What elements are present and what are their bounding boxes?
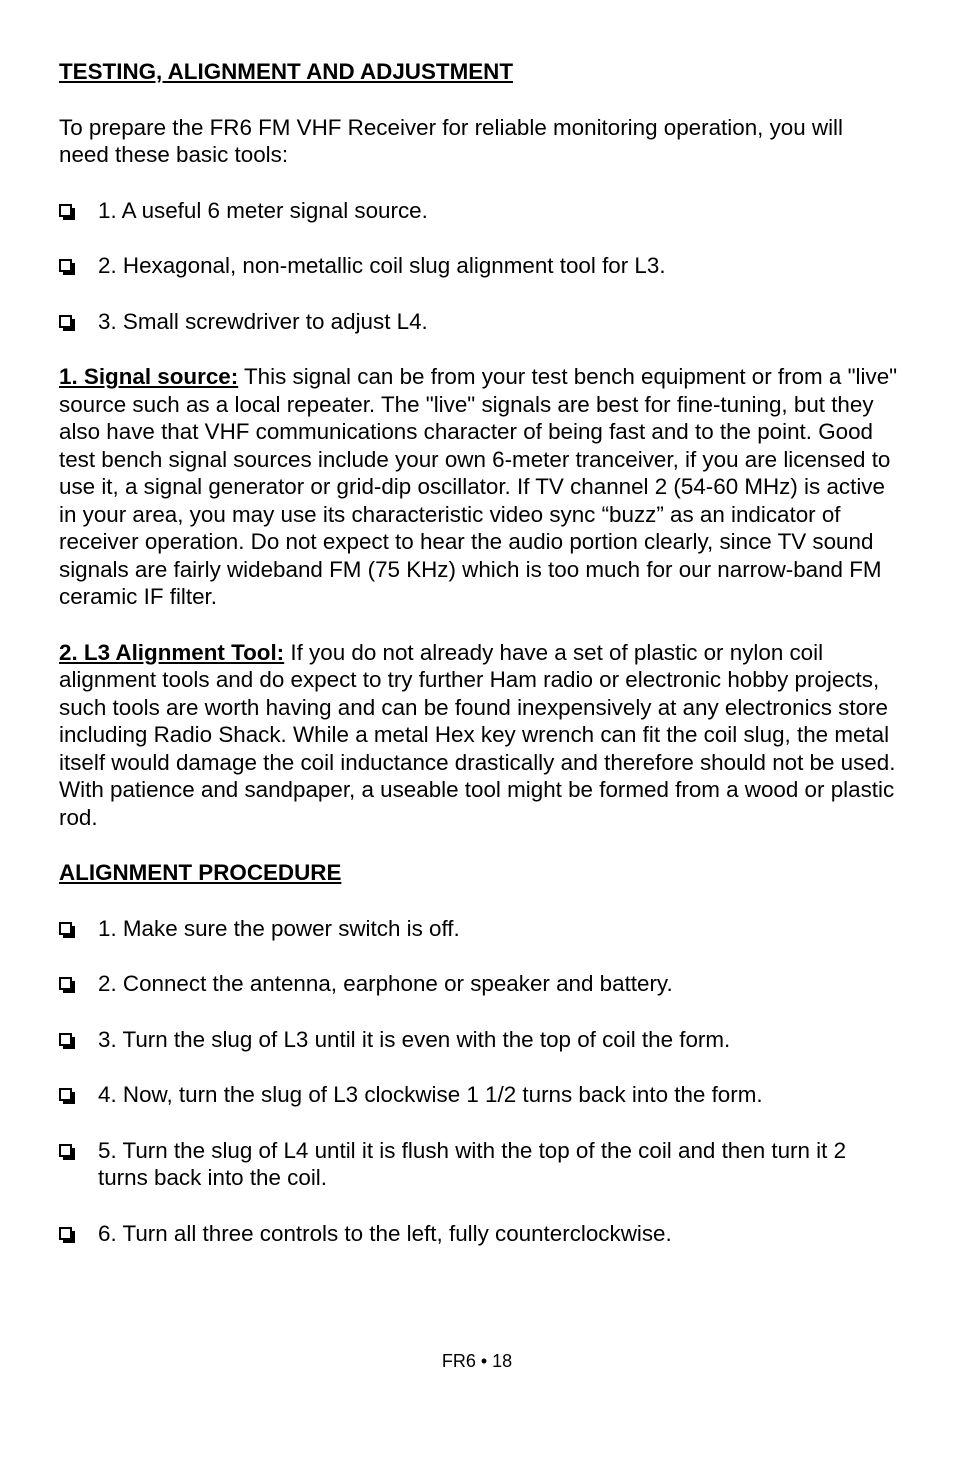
tool-item-text: 2. Hexagonal, non-metallic coil slug alignment tool for L3. bbox=[98, 253, 666, 278]
section-heading-testing: TESTING, ALIGNMENT AND ADJUSTMENT bbox=[59, 59, 514, 84]
checkbox-icon bbox=[59, 1033, 72, 1046]
manual-page bbox=[59, 58, 899, 1247]
signal-source-paragraph bbox=[59, 363, 899, 611]
checkbox-icon bbox=[59, 1088, 72, 1101]
procedure-step-text: 2. Connect the antenna, earphone or speaker and battery. bbox=[98, 971, 673, 996]
checkbox-icon bbox=[59, 259, 72, 272]
procedure-step-text: 5. Turn the slug of L4 until it is flush with the top of the coil and then turn it 2 turns back into the coil. bbox=[98, 1137, 847, 1190]
intro-paragraph: To prepare the FR6 FM VHF Receiver for reliable monitoring operation, you will need these basic tools: bbox=[59, 114, 843, 167]
tool-item bbox=[59, 197, 899, 225]
checkbox-icon bbox=[59, 1227, 72, 1240]
procedure-step bbox=[59, 1081, 899, 1109]
procedure-step bbox=[59, 915, 899, 943]
tool-item-text: 3. Small screwdriver to adjust L4. bbox=[98, 308, 428, 334]
procedure-step bbox=[59, 1220, 899, 1248]
procedure-step-text: 4. Now, turn the slug of L3 clockwise 1 1/2 turns back into the form. bbox=[98, 1082, 763, 1107]
tool-item bbox=[59, 308, 899, 336]
procedure-step-text: 6. Turn all three controls to the left, fully counterclockwise. bbox=[98, 1220, 672, 1246]
checkbox-icon bbox=[59, 1144, 72, 1157]
section-heading-alignment-procedure: ALIGNMENT PROCEDURE bbox=[59, 860, 342, 885]
signal-source-lead: 1. Signal source: bbox=[59, 364, 239, 389]
checkbox-icon bbox=[59, 977, 72, 990]
tool-item bbox=[59, 252, 899, 280]
procedure-step bbox=[59, 970, 899, 998]
alignment-tool-body: If you do not already have a set of plastic or nylon coil alignment tools and do expect to try further Ham radio or electronic hobby projects, such tools are worth having and can be found inexpensively at any electronics store including Radio Shack. While a metal Hex key wrench can fit the coil slug, the metal itself would damage the coil inductance drastically and therefore should not be used. With patience and sandpaper, a useable tool might be formed from a wood or plastic rod. bbox=[59, 639, 896, 830]
alignment-tool-paragraph bbox=[59, 639, 899, 832]
procedure-step-text: 3. Turn the slug of L3 until it is even with the top of coil the form. bbox=[98, 1026, 731, 1052]
alignment-tool-lead: 2. L3 Alignment Tool: bbox=[59, 639, 285, 665]
checkbox-icon bbox=[59, 315, 72, 328]
tool-item-text: 1. A useful 6 meter signal source. bbox=[98, 197, 428, 223]
page-footer: FR6 • 18 bbox=[441, 1351, 513, 1371]
checkbox-icon bbox=[59, 204, 72, 217]
procedure-step-text: 1. Make sure the power switch is off. bbox=[98, 915, 460, 941]
checkbox-icon bbox=[59, 922, 72, 935]
procedure-step bbox=[59, 1026, 899, 1054]
signal-source-body: This signal can be from your test bench equipment or from a "live" source such as a local repeater. The "live" signals are best for fine-tuning, but they also have that VHF communications character of being fast and to the point. Good test bench signal sources include your own 6-meter tranceiver, if you are licensed to use it, a signal generator or grid-dip oscillator. If TV channel 2 (54-60 MHz) is active in your area, you may use its characteristic video sync “buzz” as an indicator of receiver operation. Do not expect to hear the audio portion clearly, since TV sound signals are fairly wideband FM (75 KHz) which is too much for our narrow-band FM ceramic IF filter. bbox=[59, 364, 898, 609]
procedure-step bbox=[59, 1137, 899, 1192]
